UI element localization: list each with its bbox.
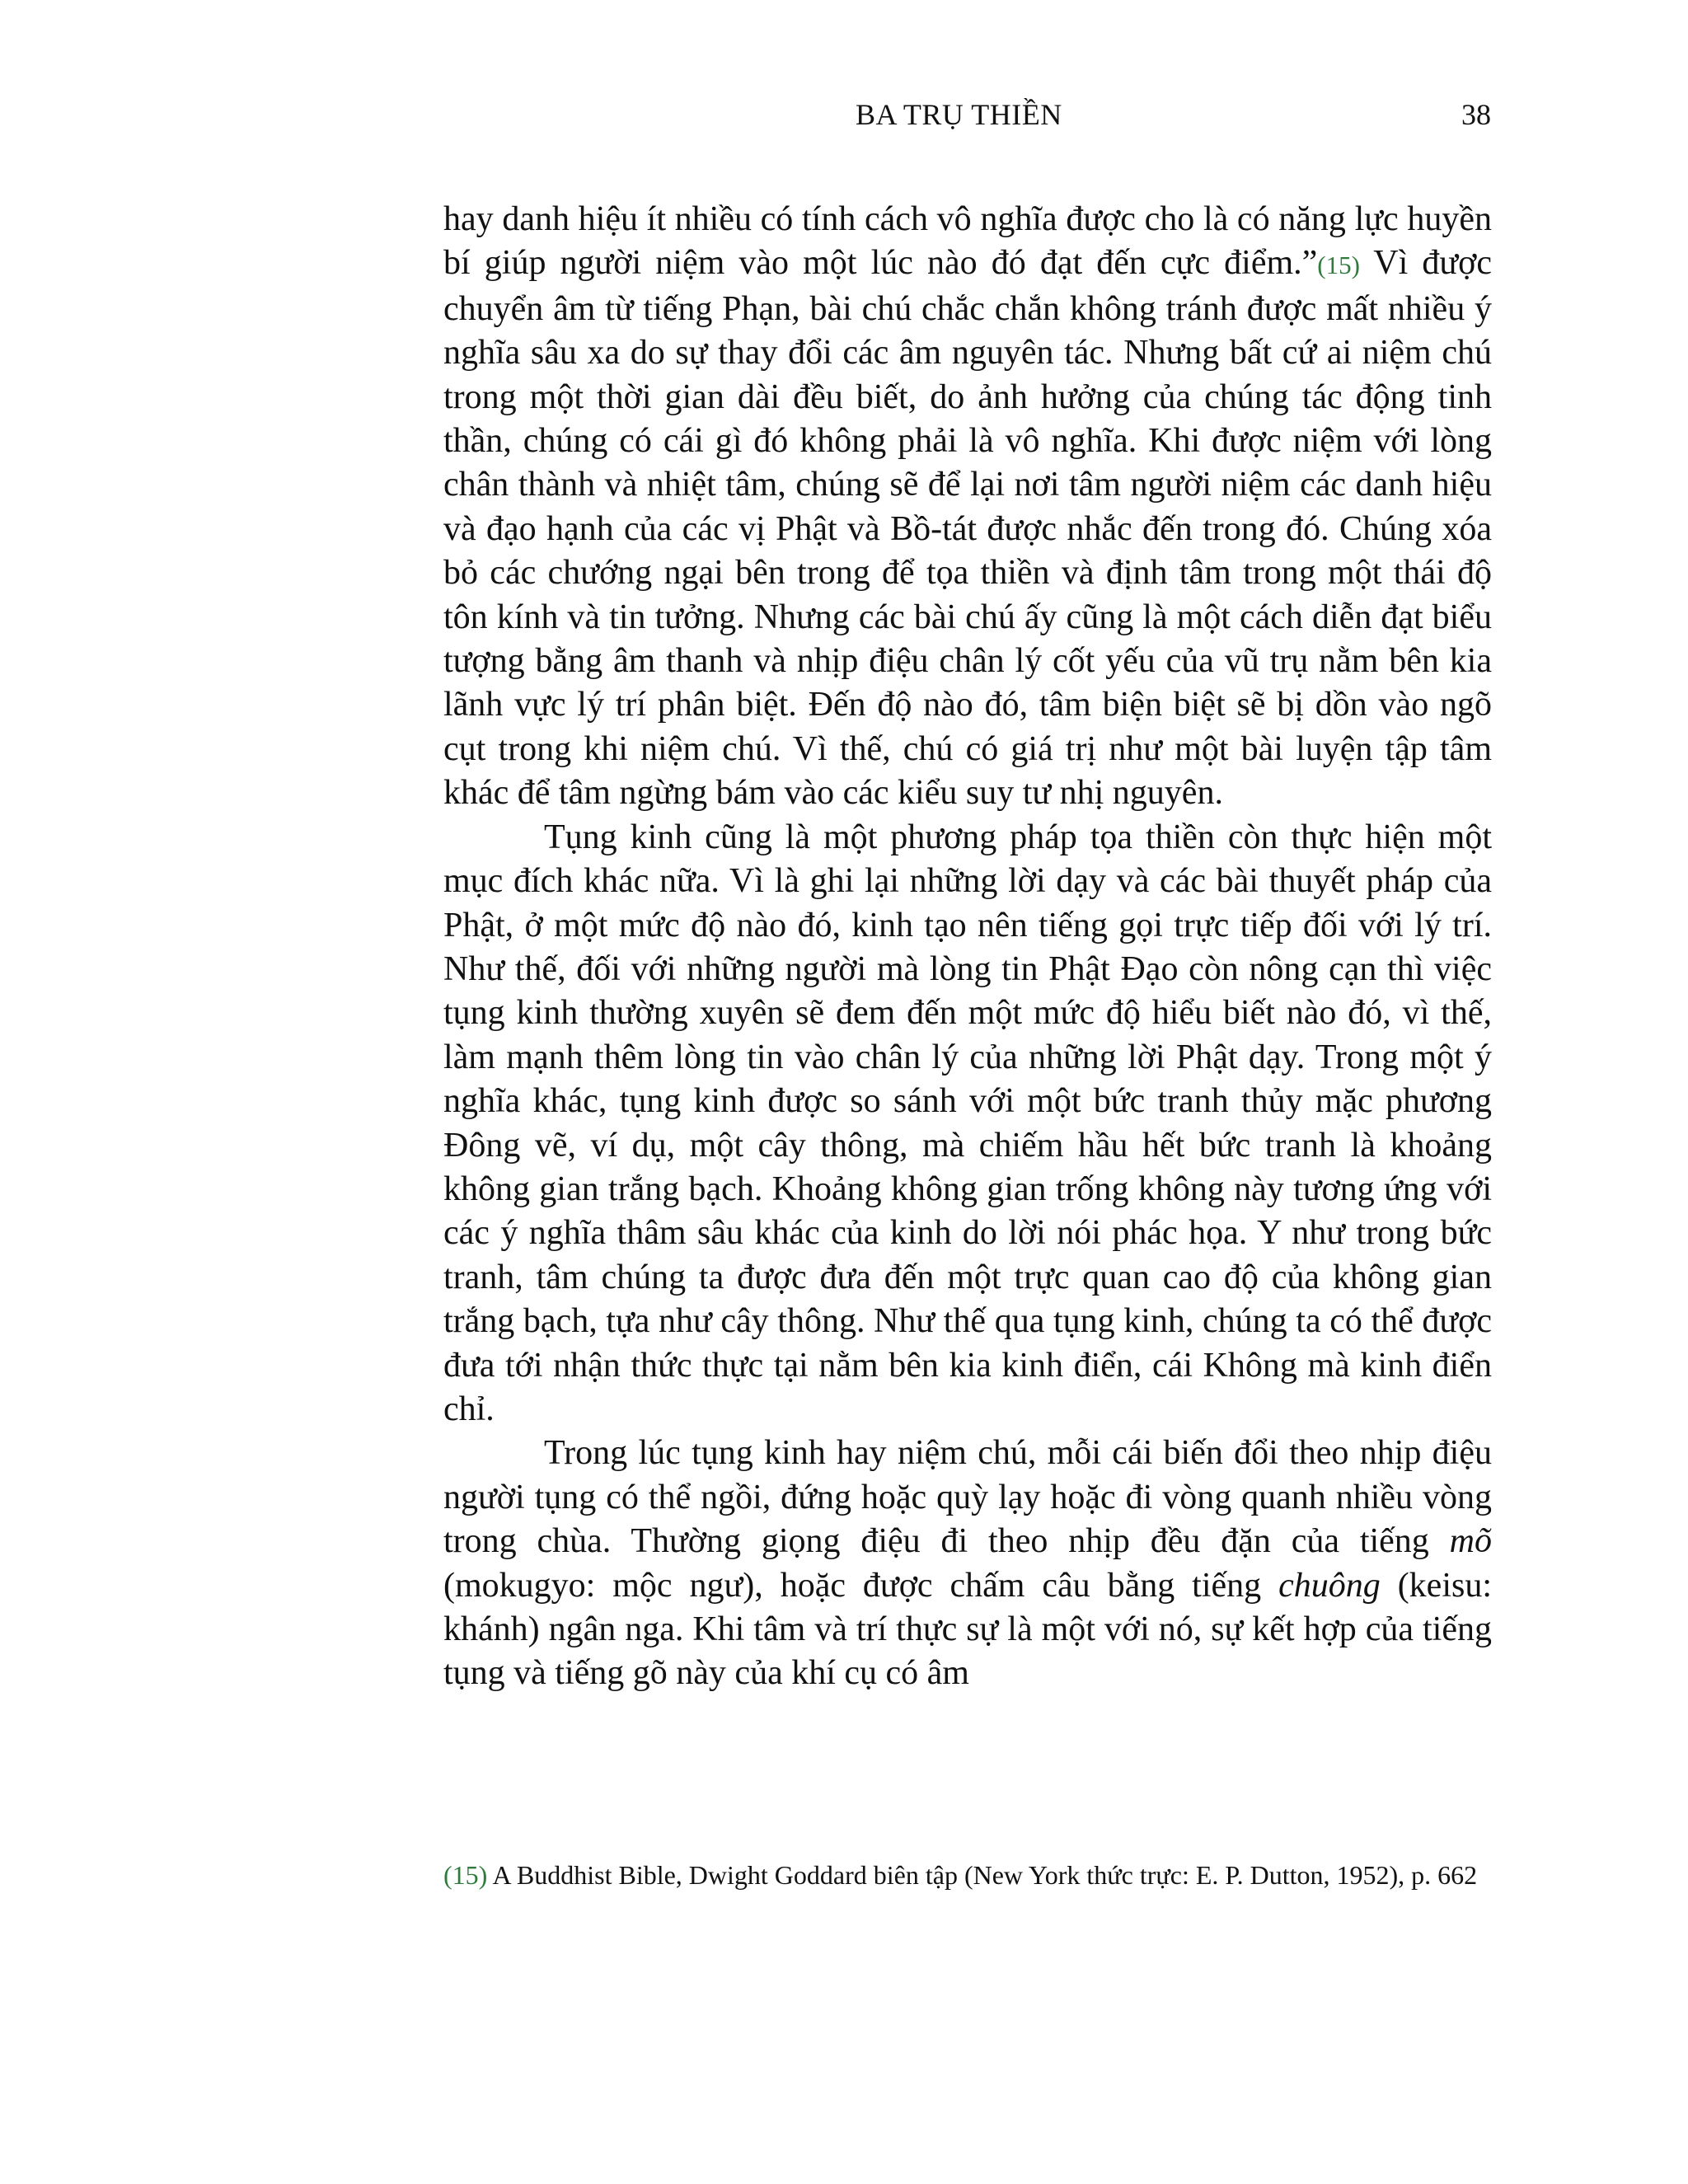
footnote (443, 1857, 1494, 1893)
paragraph-3-text-b: (mokugyo: mộc ngư), hoặc được chấm câu bằng tiếng (443, 1566, 1279, 1605)
paragraph-1 (443, 198, 1492, 816)
paragraph-3-text-a: Trong lúc tụng kinh hay niệm chú, mỗi cái biến đổi theo nhịp điệu người tụng có thể ngồi, đứng hoặc quỳ lạy hoặc đi vòng quanh nhiều vòng trong chùa. Thường giọng điệu đi theo nhịp đều đặn của tiếng (443, 1434, 1492, 1561)
page-number: 38 (1461, 98, 1491, 131)
term-mo: mõ (1449, 1522, 1492, 1561)
footnote-marker: (15) (443, 1860, 488, 1890)
footnote-text: A Buddhist Bible, Dwight Goddard biên tập (New York thức trực: E. P. Dutton, 1952), p. 662 (487, 1860, 1478, 1890)
body-text (443, 198, 1492, 1696)
term-chuong: chuông (1278, 1566, 1381, 1605)
paragraph-1-text-b: Vì được chuyển âm từ tiếng Phạn, bài chú chắc chắn không tránh được mất nhiều ý nghĩa sâu xa do sự thay đổi các âm nguyên tác. Nhưng bất cứ ai niệm chú trong một thời gian dài đều biết, do ảnh hưởng của chúng tác động tinh thần, chúng có cái gì đó không phải là vô nghĩa. Khi được niệm với lòng chân thành và nhiệt tâm, chúng sẽ để lại nơi tâm người niệm các danh hiệu và đạo hạnh của các vị Phật và Bồ-tát được nhắc đến trong đó. Chúng xóa bỏ các chướng ngại bên trong để tọa thiền và định tâm trong một thái độ tôn kính và tin tưởng. Nhưng các bài chú ấy cũng là một cách diễn đạt biểu tượng bằng âm thanh và nhịp điệu chân lý cốt yếu của vũ trụ nằm bên kia lãnh vực lý trí phân biệt. Đến độ nào đó, tâm biện biệt sẽ bị dồn vào ngõ cụt trong khi niệm chú. Vì thế, chú có giá trị như một bài luyện tập tâm khác để tâm ngừng bám vào các kiểu suy tư nhị nguyên. (443, 244, 1493, 813)
paragraph-1-text-a: hay danh hiệu ít nhiều có tính cách vô nghĩa được cho là có năng lực huyền bí giúp người niệm vào một lúc nào đó đạt đến cực điểm.” (443, 200, 1492, 283)
paragraph-2: Tụng kinh cũng là một phương pháp tọa thiền còn thực hiện một mục đích khác nữa. Vì là ghi lại những lời dạy và các bài thuyết pháp của Phật, ở một mức độ nào đó, kinh tạo nên tiếng gọi trực tiếp đối với lý trí. Như thế, đối với những người mà lòng tin Phật Đạo còn nông cạn thì việc tụng kinh thường xuyên sẽ đem đến một mức độ hiểu biết nào đó, vì thế, làm mạnh thêm lòng tin vào chân lý của những lời Phật dạy. Trong một ý nghĩa khác, tụng kinh được so sánh với một bức tranh thủy mặc phương Đông vẽ, ví dụ, một cây thông, mà chiếm hầu hết bức tranh là khoảng không gian trắng bạch. Khoảng không gian trống không này tương ứng với các ý nghĩa thâm sâu khác của kinh do lời nói phác họa. Y như trong bức tranh, tâm chúng ta được đưa đến một trực quan cao độ của không gian trắng bạch, tựa như cây thông. Như thế qua tụng kinh, chúng ta có thể được đưa tới nhận thức thực tại nằm bên kia kinh điển, cái Không mà kinh điển chỉ. (443, 818, 1492, 1428)
running-header-title: BA TRỤ THIỀN (856, 98, 1062, 131)
paragraph-3-text-c: (keisu: khánh) ngân nga. Khi tâm và trí thực sự là một với nó, sự kết hợp của tiếng tụng và tiếng gõ này của khí cụ có âm (443, 1566, 1492, 1693)
paragraph-3 (443, 1432, 1492, 1695)
footnote-reference[interactable]: (15) (1317, 251, 1360, 280)
